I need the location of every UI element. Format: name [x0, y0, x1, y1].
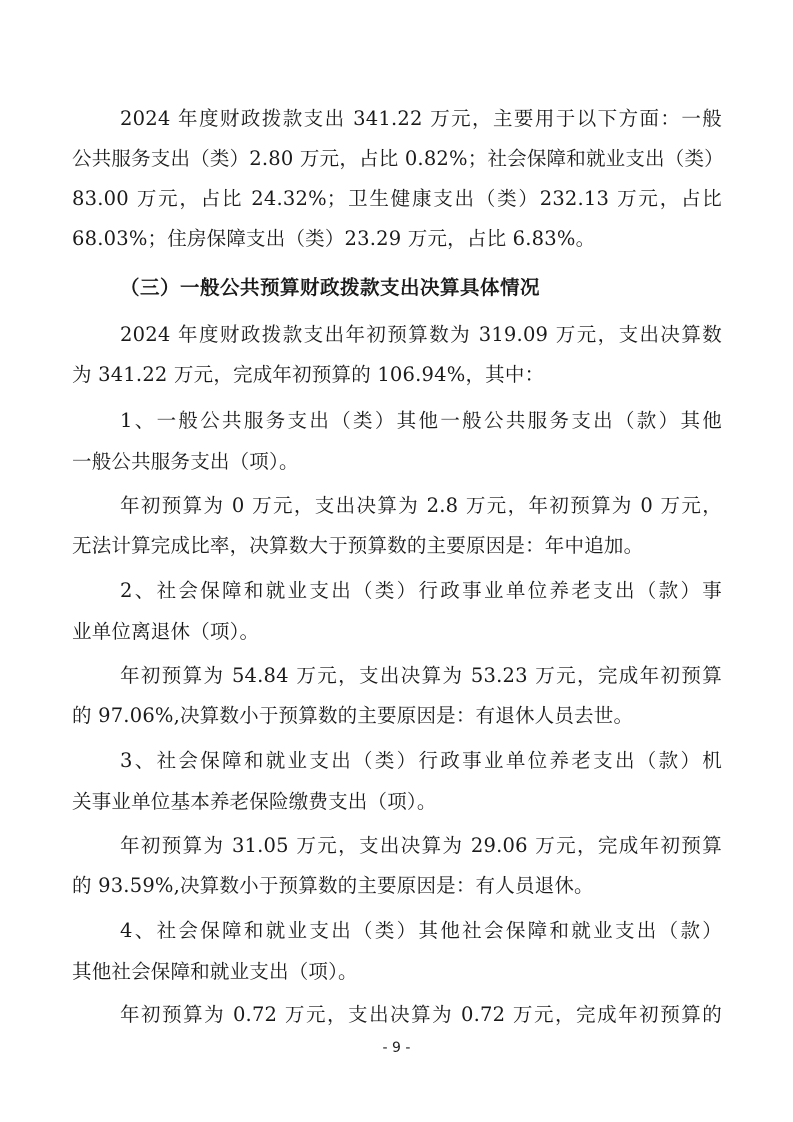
paragraph-line: 83.00 万元，占比 24.32%；卫生健康支出（类）232.13 万元，占比 [72, 187, 722, 210]
list-item-line: 3、社会保障和就业支出（类）行政事业单位养老支出（款）机 [120, 749, 722, 772]
paragraph-line: 为 341.22 万元，完成年初预算的 106.94%，其中： [72, 363, 545, 386]
paragraph-line: 68.03%；住房保障支出（类）23.29 万元，占比 6.83%。 [72, 227, 596, 250]
list-item-line: 其他社会保障和就业支出（项）。 [72, 960, 358, 983]
paragraph-line: 2024 年度财政拨款支出年初预算数为 319.09 万元，支出决算数 [120, 323, 722, 346]
list-item-line: 关事业单位基本养老保险缴费支出（项）。 [72, 790, 437, 813]
paragraph-line: 2024 年度财政拨款支出 341.22 万元，主要用于以下方面：一般 [120, 107, 722, 130]
page-number: - 9 - [382, 1040, 411, 1056]
paragraph-line: 年初预算为 0.72 万元，支出决算为 0.72 万元，完成年初预算的 [120, 1003, 722, 1026]
list-item-line: 业单位离退休（项）。 [72, 620, 260, 643]
paragraph-line: 的 93.59%,决算数小于预算数的主要原因是：有人员退休。 [72, 874, 594, 897]
list-item-line: 1、一般公共服务支出（类）其他一般公共服务支出（款）其他 [120, 409, 722, 432]
section-heading: （三）一般公共预算财政拨款支出决算具体情况 [120, 276, 541, 299]
paragraph-line: 年初预算为 31.05 万元，支出决算为 29.06 万元，完成年初预算 [120, 834, 722, 857]
list-item-line: 2、社会保障和就业支出（类）行政事业单位养老支出（款）事 [120, 579, 722, 602]
paragraph-line: 的 97.06%,决算数小于预算数的主要原因是：有退休人员去世。 [72, 704, 634, 727]
paragraph-line: 年初预算为 0 万元，支出决算为 2.8 万元，年初预算为 0 万元， [120, 494, 722, 517]
paragraph-line: 年初预算为 54.84 万元，支出决算为 53.23 万元，完成年初预算 [120, 664, 722, 687]
list-item-line: 一般公共服务支出（项）。 [72, 450, 299, 473]
list-item-line: 4、社会保障和就业支出（类）其他社会保障和就业支出（款） [120, 919, 722, 942]
paragraph-line: 无法计算完成比率，决算数大于预算数的主要原因是：年中追加。 [72, 534, 644, 557]
paragraph-line: 公共服务支出（类）2.80 万元，占比 0.82%；社会保障和就业支出（类） [72, 147, 724, 170]
